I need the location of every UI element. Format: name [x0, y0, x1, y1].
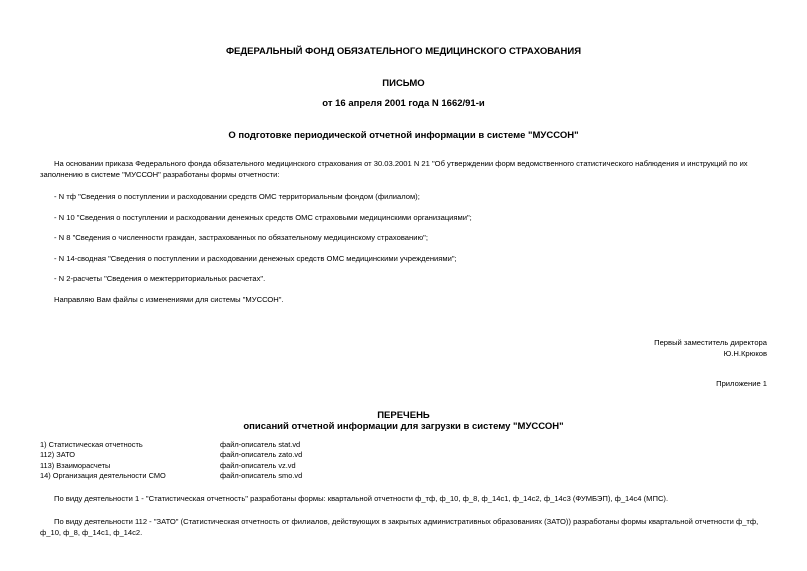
paragraph-zato: По виду деятельности 112 - "ЗАТО" (Статистическая отчетность от филиалов, действующих в закрытых административных образованиях (ЗАТО)) разработаны формы квартальной отчетности ф_тф, ф_10, ф_8, ф_14с1, ф_14с2. — [40, 517, 759, 537]
descriptor-file: файл-описатель zato.vd — [220, 450, 303, 460]
appendix-label: Приложение 1 — [716, 379, 767, 388]
form-item: - N 2-расчеты "Сведения о межтерриториальных расчетах". — [54, 274, 266, 283]
list-title: ПЕРЕЧЕНЬ — [377, 410, 430, 421]
list-subtitle: описаний отчетной информации для загрузки в систему "МУССОН" — [243, 421, 564, 432]
doc-subject: О подготовке периодической отчетной информации в системе "МУССОН" — [228, 130, 579, 141]
list-item — [40, 440, 420, 450]
paragraph-stat: По виду деятельности 1 - "Статистическая отчетность" разработаны формы: квартальной отчетности ф_тф, ф_10, ф_8, ф_14с1, ф_14с2, ф_14с3 (ФУМБЭП), ф_14с4 (МПС). — [54, 494, 669, 503]
activity-name: 113) Взаиморасчеты — [40, 460, 111, 470]
signer-title: Первый заместитель директора — [654, 338, 767, 347]
signer-name: Ю.Н.Крюков — [723, 349, 767, 358]
sending-paragraph: Направляю Вам файлы с изменениями для системы "МУССОН". — [54, 295, 284, 304]
activity-name: 14) Организация деятельности СМО — [40, 470, 166, 480]
doc-date: от 16 апреля 2001 года N 1662/91-и — [322, 98, 485, 109]
list-item — [40, 461, 420, 471]
form-item: - N 10 "Сведения о поступлении и расходовании денежных средств ОМС страховыми медицинскими организациями"; — [54, 213, 472, 222]
form-item: - N тф "Сведения о поступлении и расходовании средств ОМС территориальным фондом (филиалом); — [54, 192, 420, 201]
descriptor-file: файл-описатель vz.vd — [220, 460, 296, 470]
descriptor-file: файл-описатель smo.vd — [220, 470, 303, 480]
org-heading: ФЕДЕРАЛЬНЫЙ ФОНД ОБЯЗАТЕЛЬНОГО МЕДИЦИНСКОГО СТРАХОВАНИЯ — [225, 46, 582, 57]
activity-name: 1) Статистическая отчетность — [40, 440, 143, 449]
doc-type: ПИСЬМО — [382, 78, 425, 89]
form-item: - N 8 "Сведения о численности граждан, застрахованных по обязательному медицинскому страхованию"; — [54, 233, 428, 242]
form-item: - N 14-сводная "Сведения о поступлении и расходовании денежных средств ОМС медицинскими учреждениями"; — [54, 254, 457, 263]
descriptor-file: файл-описатель stat.vd — [220, 440, 301, 449]
activity-name: 112) ЗАТО — [40, 450, 76, 460]
list-item — [40, 450, 420, 460]
intro-paragraph: На основании приказа Федерального фонда обязательного медицинского страхования от 30.03.2001 N 21 "Об утверждении форм ведомственного статистического наблюдения и инструкций по их заполнению в системе "МУССОН" разработаны формы отчетности: — [40, 159, 748, 179]
list-item — [40, 471, 420, 481]
descriptor-list — [40, 440, 420, 481]
